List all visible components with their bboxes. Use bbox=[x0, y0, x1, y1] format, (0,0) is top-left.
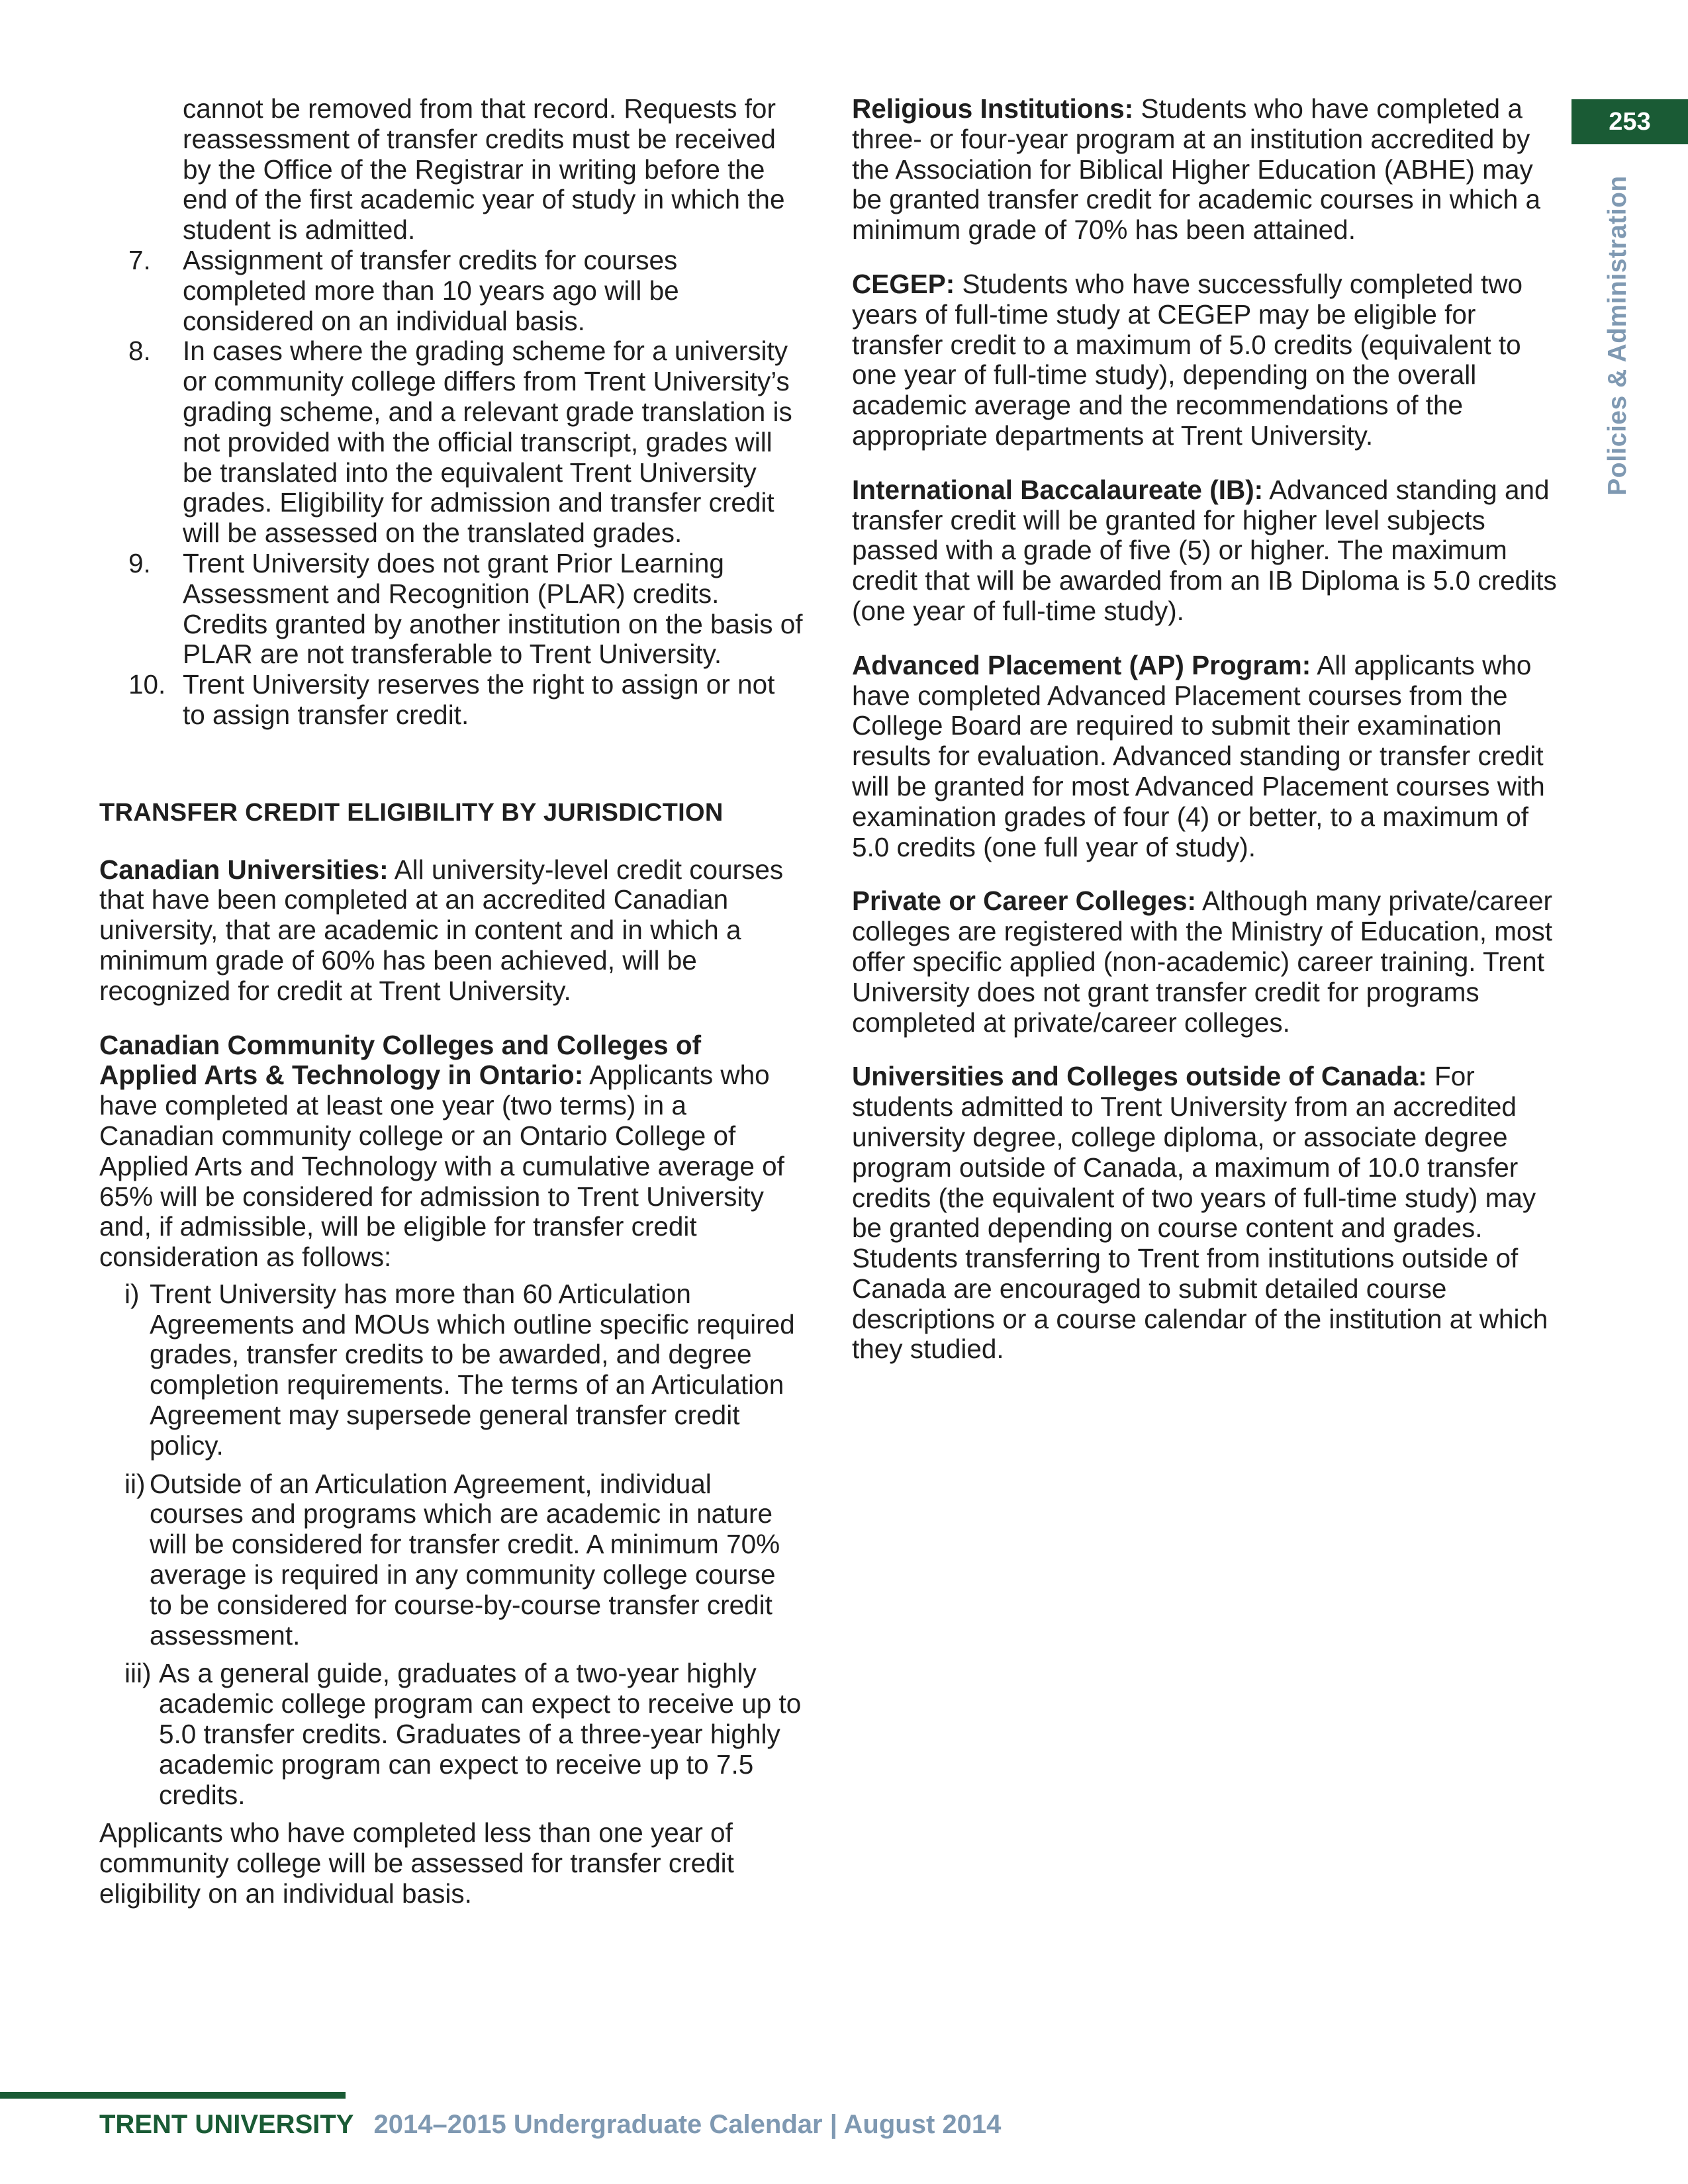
list-item bbox=[99, 1659, 804, 1810]
footer-calendar-title: 2014–2015 Undergraduate Calendar | August 2014 bbox=[373, 2110, 1002, 2139]
continued-paragraph: cannot be removed from that record. Requests for reassessment of transfer credits must be received by the Office of the Registrar in writing before the end of the first academic year of study in which the student is admitted. bbox=[183, 93, 785, 246]
item-number: iii) bbox=[124, 1658, 152, 1689]
item-number: 7. bbox=[128, 244, 151, 275]
paragraph-text: Advanced standing and transfer credit will be granted for higher level subjects passed with a grade of five (5) or higher. The maximum credit that will be awarded from an IB Diploma is 5.0 credits (one year of full-time study). bbox=[852, 474, 1557, 626]
section-heading: TRANSFER CREDIT ELIGIBILITY BY JURISDICTION bbox=[99, 798, 724, 827]
footer-rule bbox=[0, 2092, 346, 2099]
roman-numeral-list bbox=[99, 1279, 804, 1811]
paragraph-lead: CEGEP: bbox=[852, 268, 955, 299]
paragraph-text: Students who have successfully completed two years of full-time study at CEGEP may be eligible for transfer credit to a maximum of 5.0 credits (equivalent to one year of full-time study), depending on the overall academic average and the recommendations of the appropriate departments at Trent University. bbox=[852, 268, 1523, 451]
item-text: Assignment of transfer credits for courses completed more than 10 years ago will be considered on an individual basis. bbox=[183, 244, 679, 336]
paragraph-lead: Private or Career Colleges: bbox=[852, 886, 1196, 917]
paragraph-lead: Canadian Community Colleges and Colleges of Applied Arts & Technology in Ontario: bbox=[99, 1029, 702, 1091]
paragraph-lead: Universities and Colleges outside of Canada: bbox=[852, 1061, 1427, 1092]
item-number: 8. bbox=[128, 336, 151, 367]
paragraph-text: Although many private/career colleges are registered with the Ministry of Education, most offer specific applied (non-academic) career training. Trent University does not grant transfer credit for programs completed at private/career colleges. bbox=[852, 886, 1553, 1038]
numbered-list bbox=[99, 246, 804, 731]
outside-canada-paragraph bbox=[852, 1062, 1566, 1365]
right-column bbox=[852, 94, 1566, 1388]
community-colleges-paragraph bbox=[99, 1030, 804, 1273]
item-number: ii) bbox=[124, 1468, 146, 1499]
list-item bbox=[99, 1469, 804, 1651]
list-item bbox=[99, 246, 804, 336]
list-item bbox=[99, 336, 804, 549]
advanced-placement-paragraph bbox=[852, 651, 1566, 863]
page-number: 253 bbox=[1571, 99, 1688, 144]
item-text: In cases where the grading scheme for a university or community college differs from Trent University’s grading scheme, and a relevant grade translation is not provided with the official transcript, grades will be translated into the equivalent Trent University grades. Eligibility for admission and transfer credit will be assessed on the translated grades. bbox=[183, 336, 792, 549]
page-footer bbox=[99, 2110, 1001, 2140]
religious-institutions-paragraph bbox=[852, 94, 1566, 246]
item-text: Trent University reserves the right to assign or not to assign transfer credit. bbox=[183, 669, 775, 730]
paragraph-text: For students admitted to Trent University from an accredited university degree, college diploma, or associate degree program outside of Canada, a maximum of 10.0 transfer credits (the equivalent of two years of full-time study) may be granted depending on course content and grades. Students transferring to Trent from institutions outside of Canada are encouraged to submit detailed course descriptions or a course calendar of the institution at which they studied. bbox=[852, 1061, 1548, 1365]
canadian-universities-paragraph bbox=[99, 855, 804, 1007]
footer-university: TRENT UNIVERSITY bbox=[99, 2110, 354, 2139]
item-text: As a general guide, graduates of a two-year highly academic college program can expect to receive up to 5.0 transfer credits. Graduates of a three-year highly academic program can expect to receive up to 7.5 credits. bbox=[159, 1658, 802, 1810]
list-item bbox=[99, 670, 804, 731]
paragraph-lead: Canadian Universities: bbox=[99, 854, 389, 885]
paragraph-lead: Religious Institutions: bbox=[852, 93, 1134, 124]
closing-paragraph: Applicants who have completed less than one year of community college will be assessed for transfer credit eligibility on an individual basis. bbox=[99, 1817, 734, 1909]
private-career-colleges-paragraph bbox=[852, 886, 1566, 1038]
section-side-tab bbox=[1597, 171, 1639, 500]
paragraph-text: All applicants who have completed Advanced Placement courses from the College Board are required to submit their examination results for evaluation. Advanced standing or transfer credit will be granted for most Advanced Placement courses with examination grades of four (4) or better, to a maximum of 5.0 credits (one full year of study). bbox=[852, 649, 1545, 862]
paragraph-text: All university-level credit courses that have been completed at an accredited Canadian university, that are academic in content and in which a minimum grade of 60% has been achieved, will be recognized for credit at Trent University. bbox=[99, 854, 784, 1006]
item-text: Trent University has more than 60 Articulation Agreements and MOUs which outline specific required grades, transfer credits to be awarded, and degree completion requirements. The terms of an Articulation Agreement may supersede general transfer credit policy. bbox=[150, 1278, 795, 1461]
item-text: Outside of an Articulation Agreement, individual courses and programs which are academic in nature will be considered for transfer credit. A minimum 70% average is required in any community college course to be considered for course-by-course transfer credit assessment. bbox=[150, 1468, 780, 1651]
item-number: 9. bbox=[128, 547, 151, 578]
item-number: i) bbox=[124, 1278, 140, 1309]
item-number: 10. bbox=[128, 669, 166, 700]
paragraph-lead: International Baccalaureate (IB): bbox=[852, 474, 1264, 505]
list-item bbox=[99, 549, 804, 670]
item-text: Trent University does not grant Prior Learning Assessment and Recognition (PLAR) credits. Credits granted by another institution on the basis of PLAR are not transferable to Trent University. bbox=[183, 547, 803, 670]
left-column bbox=[99, 94, 804, 1909]
paragraph-text: Applicants who have completed at least one year (two terms) in a Canadian community college or an Ontario College of Applied Arts and Technology with a cumulative average of 65% will be considered for admission to Trent University and, if admissible, will be eligible for transfer credit consideration as follows: bbox=[99, 1060, 784, 1273]
international-baccalaureate-paragraph bbox=[852, 475, 1566, 627]
list-item bbox=[99, 1279, 804, 1461]
paragraph-text: Students who have completed a three- or four-year program at an institution accredited by the Association for Biblical Higher Education (ABHE) may be granted transfer credit for academic courses in which a minimum grade of 70% has been attained. bbox=[852, 93, 1541, 246]
paragraph-lead: Advanced Placement (AP) Program: bbox=[852, 649, 1311, 680]
cegep-paragraph bbox=[852, 269, 1566, 451]
section-side-tab-label: Policies & Administration bbox=[1603, 175, 1632, 496]
